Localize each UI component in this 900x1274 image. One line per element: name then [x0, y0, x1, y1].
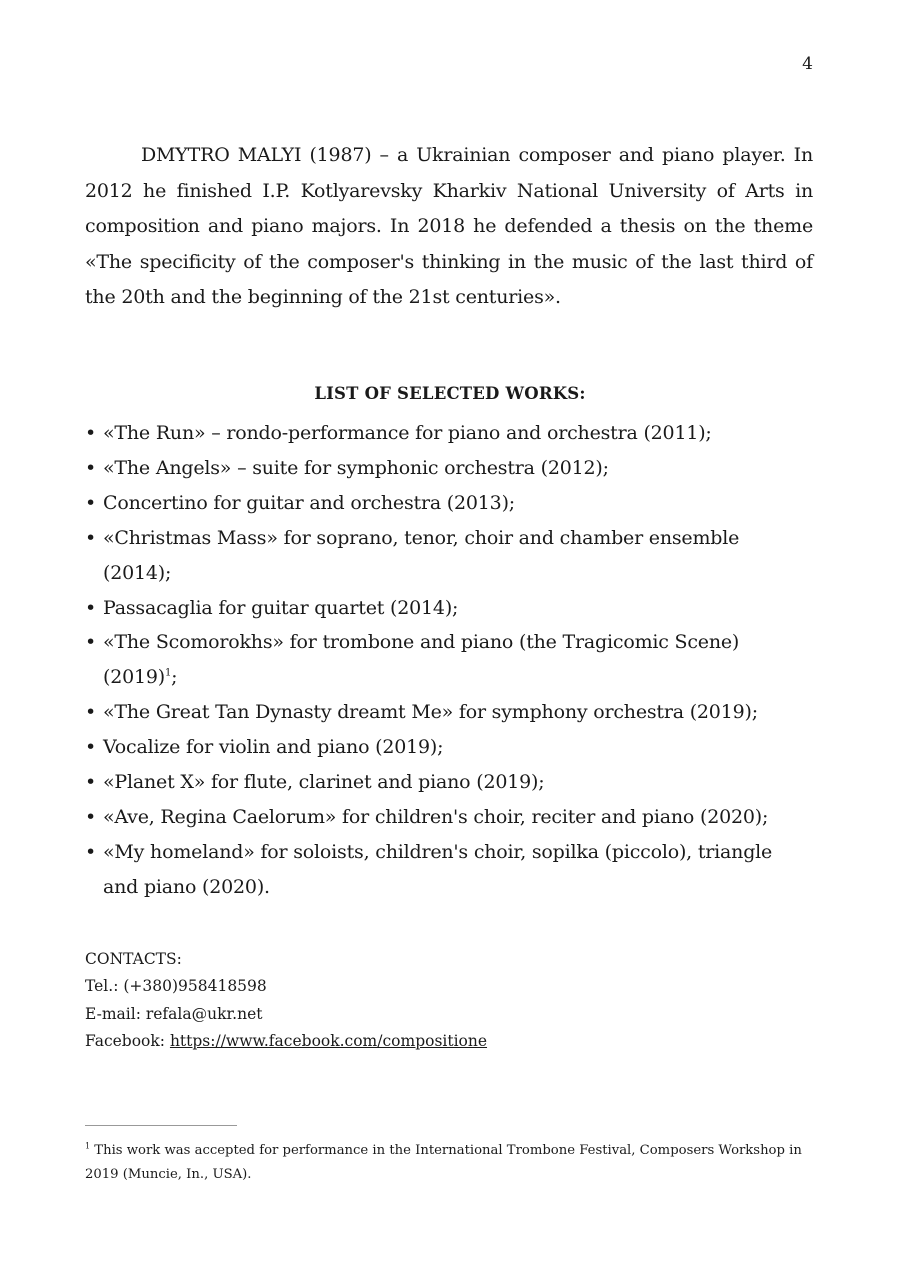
work-item: • Passacaglia for guitar quartet (2014); — [85, 591, 813, 626]
work-item-suffix: ; — [171, 666, 178, 689]
phone-value: (+380)958418598 — [123, 977, 267, 996]
work-item: • «The Angels» – suite for symphonic orchestra (2012); — [85, 451, 813, 486]
phone-label: Tel.: — [85, 977, 124, 996]
work-item-text: «The Scomorokhs» for trombone and piano (the Tragicomic Scene) (2019) — [103, 631, 740, 689]
works-heading: LIST OF SELECTED WORKS: — [314, 384, 586, 403]
composer-bio: DMYTRO MALYI (1987) – a Ukrainian composer and piano player. In 2012 he finished I.P. Kotlyarevsky Kharkiv National University of Arts in composition and piano majors. In 2018 he defended a thesis on the theme «The specificity of the composer's thinking in the music of the last third of the 20th and the beginning of the 21st centuries». — [85, 144, 813, 308]
work-item: • Vocalize for violin and piano (2019); — [85, 730, 813, 765]
phone-line — [85, 973, 487, 1000]
work-item: • «Ave, Regina Caelorum» for children's choir, reciter and piano (2020); — [85, 800, 813, 835]
page-number: 4 — [802, 54, 813, 74]
facebook-label: Facebook: — [85, 1031, 170, 1050]
work-item: • «The Great Tan Dynasty dreamt Me» for symphony orchestra (2019); — [85, 695, 813, 730]
footnote-marker: 1 — [85, 1141, 91, 1151]
work-item: • «Christmas Mass» for soprano, tenor, choir and chamber ensemble (2014); — [85, 521, 813, 591]
footnote-reference[interactable]: 1 — [164, 668, 172, 680]
work-item: • «The Run» – rondo-performance for piano and orchestra (2011); — [85, 416, 813, 451]
footnote — [85, 1139, 813, 1186]
email-value: refala@ukr.net — [145, 1004, 263, 1023]
footnote-text: This work was accepted for performance in the International Trombone Festival, Composers Workshop in 2019 (Muncie, In., USA). — [85, 1143, 802, 1182]
work-item — [85, 625, 813, 695]
email-line — [85, 1001, 487, 1028]
contacts-block — [85, 946, 487, 1055]
work-item: • Concertino for guitar and orchestra (2013); — [85, 486, 813, 521]
contacts-heading: CONTACTS: — [85, 950, 182, 968]
footnote-divider — [85, 1125, 237, 1126]
facebook-line — [85, 1028, 487, 1055]
facebook-link[interactable]: https://www.facebook.com/compositione — [169, 1031, 488, 1050]
works-list — [85, 416, 813, 905]
work-item: • «My homeland» for soloists, children's choir, sopilka (piccolo), triangle and piano (2020). — [85, 835, 813, 905]
email-label: E-mail: — [85, 1004, 146, 1023]
work-item: • «Planet X» for flute, clarinet and piano (2019); — [85, 765, 813, 800]
